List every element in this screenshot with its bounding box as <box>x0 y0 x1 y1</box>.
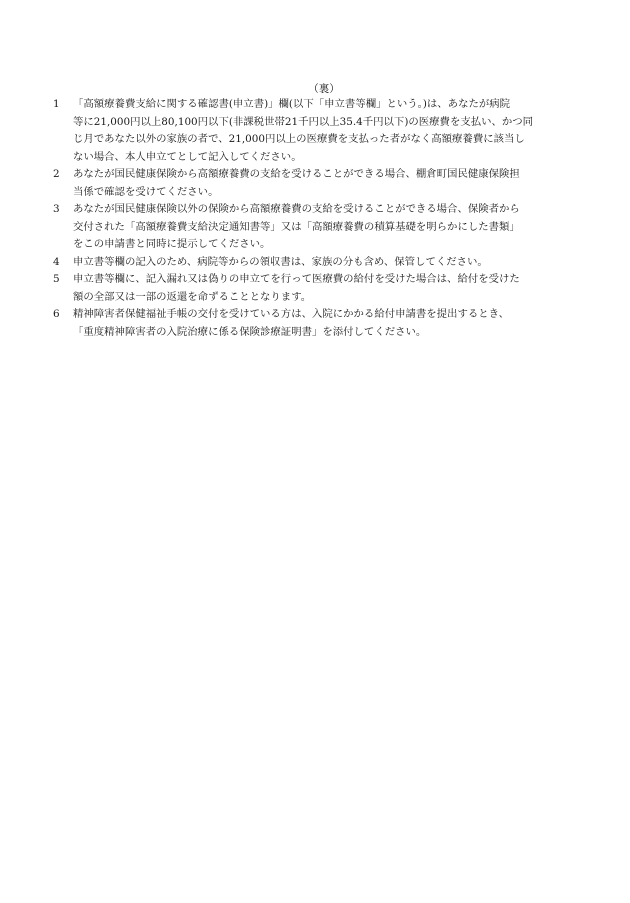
note-item <box>53 96 593 166</box>
note-line: 額の全部又は一部の返還を命ずることとなります。 <box>73 290 312 303</box>
note-line: あなたが国民健康保険から高額療養費の支給を受けることができる場合、棚倉町国民健康保険担 <box>73 168 520 180</box>
note-text <box>62 271 593 306</box>
notes-list <box>53 96 593 341</box>
note-text <box>62 254 593 272</box>
note-number: 5 <box>53 273 60 285</box>
note-line: をこの申請書と同時に提示してください。 <box>73 238 271 250</box>
note-line: あなたが国民健康保険以外の保険から高額療養費の支給を受けることができる場合、保険者から <box>73 203 520 215</box>
note-line: 申立書等欄に、記入漏れ又は偽りの申立てを行って医療費の給付を受けた場合は、給付を受けた <box>73 273 520 285</box>
note-text <box>62 166 593 201</box>
note-line: ない場合、本人申立てとして記入してください。 <box>73 150 302 163</box>
note-line: 等に21,000円以上80,100円以下(非課税世帯21千円以上35.4千円以下)の医療費を支払い、かつ同 <box>73 115 534 128</box>
note-line: 当係で確認を受けてください。 <box>73 185 219 198</box>
note-text <box>62 306 593 341</box>
note-line: 「重度精神障害者の入院治療に係る保険診療証明書」を添付してください。 <box>73 325 427 338</box>
page-heading: （裏） <box>308 83 340 95</box>
note-item <box>53 254 593 272</box>
note-item <box>53 271 593 306</box>
note-item <box>53 166 593 201</box>
note-text <box>62 201 593 254</box>
note-line: じ月であなた以外の家族の者で、21,000円以上の医療費を支払った者がなく高額療養費に該当し <box>73 133 525 145</box>
note-line: 精神障害者保健福祉手帳の交付を受けている方は、入院にかかる給付申請書を提出するとき、 <box>73 308 509 320</box>
note-number: 4 <box>53 255 60 268</box>
note-number: 1 <box>53 98 60 110</box>
note-number: 2 <box>53 168 60 180</box>
note-number: 3 <box>53 203 60 215</box>
note-text <box>62 96 593 166</box>
note-item <box>53 201 593 254</box>
note-number: 6 <box>53 308 60 320</box>
note-item <box>53 306 593 341</box>
note-line: 申立書等欄の記入のため、病院等からの領収書は、家族の分も含め、保管してください。 <box>73 255 488 268</box>
note-line: 「高額療養費支給に関する確認書(申立書)」欄(以下「申立書等欄」という。)は、あなたが病院 <box>73 98 511 110</box>
note-line: 交付された「高額療養費支給決定通知書等」又は「高額療養費の積算基礎を明らかにした書類」 <box>73 220 520 233</box>
